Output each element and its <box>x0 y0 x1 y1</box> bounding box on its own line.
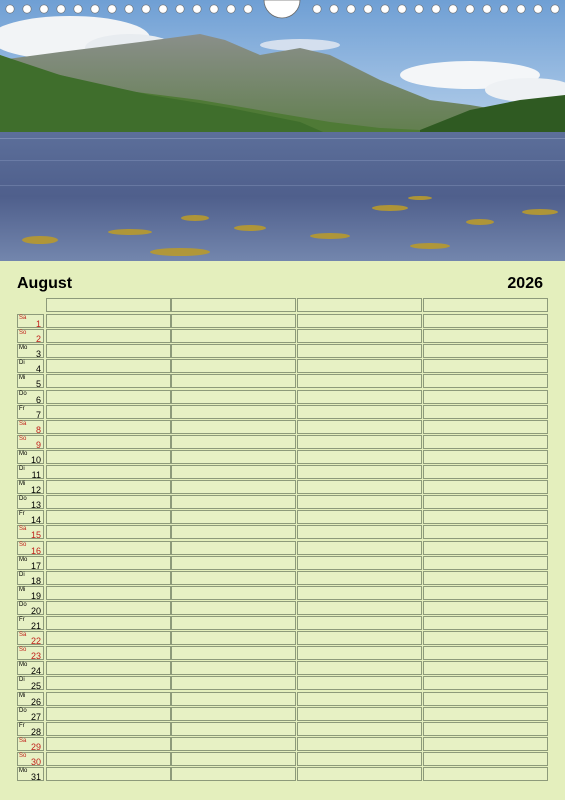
day-number: 19 <box>30 590 41 601</box>
day-number: 26 <box>30 696 41 707</box>
entry-cell[interactable] <box>297 556 422 570</box>
entry-cell[interactable] <box>297 359 422 373</box>
day-label-box <box>17 435 44 449</box>
entry-cell[interactable] <box>46 601 171 615</box>
entry-cell[interactable] <box>46 465 171 479</box>
weekday-label: Di <box>19 677 25 684</box>
entry-cell[interactable] <box>171 465 296 479</box>
binding-hole-icon <box>23 5 31 13</box>
entry-cell[interactable] <box>171 541 296 555</box>
entry-cell[interactable] <box>423 525 548 539</box>
day-row <box>17 525 548 539</box>
binding-hole-icon <box>108 5 116 13</box>
entry-cell[interactable] <box>297 752 422 766</box>
entry-cell[interactable] <box>423 480 548 494</box>
entry-cell[interactable] <box>423 344 548 358</box>
day-row <box>17 556 548 570</box>
entry-cell[interactable] <box>297 525 422 539</box>
entry-cell[interactable] <box>423 601 548 615</box>
entry-cell[interactable] <box>423 737 548 751</box>
day-number: 27 <box>30 711 41 722</box>
binding-hole-icon <box>193 5 201 13</box>
entry-cell[interactable] <box>46 571 171 585</box>
entry-cell[interactable] <box>423 676 548 690</box>
binding-hole-icon <box>449 5 457 13</box>
entry-cell[interactable] <box>423 329 548 343</box>
entry-cell[interactable] <box>423 390 548 404</box>
binding-hole-icon <box>466 5 474 13</box>
day-label-box <box>17 676 44 690</box>
entry-cell[interactable] <box>171 722 296 736</box>
day-number: 23 <box>30 651 41 662</box>
day-row <box>17 586 548 600</box>
landscape-photo <box>0 0 565 261</box>
entry-cell[interactable] <box>171 390 296 404</box>
entry-cell[interactable] <box>297 586 422 600</box>
day-row <box>17 359 548 373</box>
weekday-label: Sa <box>19 737 27 744</box>
day-number: 31 <box>30 772 41 782</box>
weekday-label: Di <box>19 571 25 578</box>
entry-cell[interactable] <box>46 405 171 419</box>
entry-cell[interactable] <box>423 314 548 328</box>
day-label-box <box>17 601 44 615</box>
day-label-box <box>17 571 44 585</box>
entry-cell[interactable] <box>297 344 422 358</box>
entry-cell[interactable] <box>297 722 422 736</box>
weekday-label: Sa <box>19 632 27 639</box>
entry-cell[interactable] <box>46 661 171 675</box>
day-label-box <box>17 314 44 328</box>
day-row <box>17 420 548 434</box>
entry-cell[interactable] <box>171 344 296 358</box>
binding-hole-icon <box>381 5 389 13</box>
weekday-label: Fr <box>19 722 25 729</box>
entry-cell[interactable] <box>423 420 548 434</box>
day-row <box>17 390 548 404</box>
day-row <box>17 737 548 751</box>
day-row <box>17 495 548 509</box>
entry-cell[interactable] <box>423 646 548 660</box>
entry-cell[interactable] <box>423 450 548 464</box>
day-number: 24 <box>30 666 41 677</box>
day-label-box <box>17 646 44 660</box>
entry-cell[interactable] <box>46 374 171 388</box>
entry-cell[interactable] <box>297 616 422 630</box>
entry-cell[interactable] <box>46 480 171 494</box>
day-label-box <box>17 586 44 600</box>
entry-cell[interactable] <box>297 541 422 555</box>
binding-hole-icon <box>534 5 542 13</box>
binding-hole-icon <box>227 5 235 13</box>
column-header-cell[interactable] <box>171 298 296 312</box>
day-number: 6 <box>35 394 41 405</box>
day-label-box <box>17 495 44 509</box>
day-number: 18 <box>30 575 41 586</box>
day-row <box>17 450 548 464</box>
entry-cell[interactable] <box>297 510 422 524</box>
binding-hole-icon <box>398 5 406 13</box>
entry-cell[interactable] <box>171 586 296 600</box>
entry-cell[interactable] <box>46 737 171 751</box>
binding-hole-icon <box>500 5 508 13</box>
entry-cell[interactable] <box>423 405 548 419</box>
entry-cell[interactable] <box>171 601 296 615</box>
year-title: 2026 <box>507 275 543 292</box>
weekday-label: So <box>19 752 27 759</box>
day-number: 20 <box>30 605 41 616</box>
weekday-label: Di <box>19 360 25 367</box>
entry-cell[interactable] <box>423 631 548 645</box>
day-number: 7 <box>35 409 41 420</box>
day-label-box <box>17 631 44 645</box>
binding-hole-icon <box>176 5 184 13</box>
entry-cell[interactable] <box>171 737 296 751</box>
binding-hole-icon <box>142 5 150 13</box>
day-number: 12 <box>30 485 41 496</box>
entry-cell[interactable] <box>423 556 548 570</box>
entry-cell[interactable] <box>46 631 171 645</box>
weekday-label: Sa <box>19 315 27 321</box>
entry-cell[interactable] <box>423 707 548 721</box>
binding-hole-icon <box>313 5 321 13</box>
entry-cell[interactable] <box>297 692 422 706</box>
day-number: 11 <box>31 470 41 480</box>
entry-cell[interactable] <box>171 692 296 706</box>
entry-cell[interactable] <box>297 480 422 494</box>
day-number: 25 <box>30 681 41 692</box>
weekday-label: Do <box>19 496 27 503</box>
entry-cell[interactable] <box>297 314 422 328</box>
entry-cell[interactable] <box>171 767 296 781</box>
day-label-box <box>17 450 44 464</box>
day-number: 4 <box>35 364 41 375</box>
entry-cell[interactable] <box>423 465 548 479</box>
day-number: 14 <box>30 515 41 526</box>
entry-cell[interactable] <box>171 571 296 585</box>
day-number: 16 <box>30 545 41 556</box>
entry-cell[interactable] <box>423 616 548 630</box>
day-number: 17 <box>30 560 41 571</box>
entry-cell[interactable] <box>46 435 171 449</box>
entry-cell[interactable] <box>423 767 548 781</box>
day-row <box>17 631 548 645</box>
entry-cell[interactable] <box>171 676 296 690</box>
entry-cell[interactable] <box>297 450 422 464</box>
binding-hole-icon <box>347 5 355 13</box>
entry-cell[interactable] <box>171 631 296 645</box>
day-row <box>17 541 548 555</box>
entry-cell[interactable] <box>171 405 296 419</box>
entry-cell[interactable] <box>46 752 171 766</box>
day-label-box <box>17 707 44 721</box>
entry-cell[interactable] <box>297 374 422 388</box>
weekday-label: So <box>19 435 27 442</box>
entry-cell[interactable] <box>423 586 548 600</box>
binding-hole-icon <box>517 5 525 13</box>
day-row <box>17 435 548 449</box>
day-number: 1 <box>35 319 41 329</box>
day-number: 2 <box>35 334 41 345</box>
day-row <box>17 405 548 419</box>
day-row <box>17 646 548 660</box>
entry-cell[interactable] <box>297 737 422 751</box>
day-row <box>17 329 548 343</box>
day-label-box <box>17 722 44 736</box>
weekday-label: Mi <box>19 692 26 699</box>
entry-cell[interactable] <box>297 495 422 509</box>
day-label-box <box>17 556 44 570</box>
day-number: 21 <box>30 621 41 631</box>
day-number: 28 <box>30 726 41 737</box>
entry-cell[interactable] <box>46 344 171 358</box>
hanger-notch-icon <box>264 0 300 18</box>
weekday-label: Mo <box>19 450 28 457</box>
entry-cell[interactable] <box>297 676 422 690</box>
weekday-label: Mo <box>19 345 28 352</box>
binding-hole-icon <box>432 5 440 13</box>
day-row <box>17 314 548 328</box>
entry-cell[interactable] <box>46 586 171 600</box>
entry-cell[interactable] <box>171 329 296 343</box>
entry-cell[interactable] <box>297 767 422 781</box>
entry-cell[interactable] <box>171 450 296 464</box>
weekday-label: Mo <box>19 662 28 669</box>
weekday-label: So <box>19 541 27 548</box>
weekday-label: So <box>19 330 27 337</box>
entry-cell[interactable] <box>46 390 171 404</box>
day-row <box>17 722 548 736</box>
entry-cell[interactable] <box>171 616 296 630</box>
entry-cell[interactable] <box>297 646 422 660</box>
entry-cell[interactable] <box>423 435 548 449</box>
entry-cell[interactable] <box>423 510 548 524</box>
day-label-box <box>17 525 44 539</box>
entry-cell[interactable] <box>171 661 296 675</box>
column-header-cell[interactable] <box>297 298 422 312</box>
weekday-label: Do <box>19 601 27 608</box>
day-row <box>17 676 548 690</box>
entry-cell[interactable] <box>297 707 422 721</box>
binding-hole-icon <box>364 5 372 13</box>
day-label-box <box>17 480 44 494</box>
entry-cell[interactable] <box>46 495 171 509</box>
entry-cell[interactable] <box>171 752 296 766</box>
binding-hole-icon <box>210 5 218 13</box>
day-number: 10 <box>30 454 41 465</box>
entry-cell[interactable] <box>423 661 548 675</box>
entry-cell[interactable] <box>46 692 171 706</box>
day-number: 15 <box>30 530 41 541</box>
entry-cell[interactable] <box>171 480 296 494</box>
day-number: 9 <box>35 439 41 450</box>
binding-hole-icon <box>483 5 491 13</box>
entry-cell[interactable] <box>297 420 422 434</box>
weekday-label: Sa <box>19 420 27 427</box>
weekday-label: Fr <box>19 511 25 518</box>
entry-cell[interactable] <box>46 707 171 721</box>
weekday-label: So <box>19 647 27 654</box>
day-label-box <box>17 329 44 343</box>
day-label-box <box>17 405 44 419</box>
column-header-cell[interactable] <box>423 298 548 312</box>
day-row <box>17 752 548 766</box>
entry-cell[interactable] <box>171 510 296 524</box>
entry-cell[interactable] <box>46 616 171 630</box>
weekday-label: Di <box>19 466 25 472</box>
weekday-label: Do <box>19 390 27 397</box>
day-row <box>17 465 548 479</box>
entry-cell[interactable] <box>423 571 548 585</box>
entry-cell[interactable] <box>46 420 171 434</box>
entry-cell[interactable] <box>46 329 171 343</box>
weekday-label: Fr <box>19 405 25 412</box>
entry-cell[interactable] <box>423 359 548 373</box>
entry-cell[interactable] <box>171 420 296 434</box>
day-row <box>17 767 548 781</box>
day-row <box>17 510 548 524</box>
entry-cell[interactable] <box>46 767 171 781</box>
weekday-label: Mo <box>19 556 28 563</box>
entry-cell[interactable] <box>171 359 296 373</box>
entry-cell[interactable] <box>46 525 171 539</box>
entry-cell[interactable] <box>171 525 296 539</box>
entry-cell[interactable] <box>297 661 422 675</box>
day-row <box>17 707 548 721</box>
entry-cell[interactable] <box>46 359 171 373</box>
entry-cell[interactable] <box>297 465 422 479</box>
day-row <box>17 571 548 585</box>
day-label-box <box>17 752 44 766</box>
entry-cell[interactable] <box>171 435 296 449</box>
day-label-box <box>17 692 44 706</box>
weekday-label: Mo <box>19 768 28 774</box>
weekday-label: Mi <box>19 586 26 593</box>
day-number: 29 <box>30 741 41 752</box>
day-label-box <box>17 359 44 373</box>
entry-cell[interactable] <box>46 541 171 555</box>
day-row <box>17 344 548 358</box>
weekday-label: Mi <box>19 375 26 382</box>
weekday-label: Fr <box>19 617 25 623</box>
entry-cell[interactable] <box>297 405 422 419</box>
day-label-box <box>17 344 44 358</box>
entry-cell[interactable] <box>423 495 548 509</box>
day-label-box <box>17 420 44 434</box>
day-label-box <box>17 616 44 630</box>
day-number: 30 <box>30 756 41 767</box>
entry-cell[interactable] <box>46 314 171 328</box>
entry-cell[interactable] <box>297 601 422 615</box>
entry-cell[interactable] <box>171 495 296 509</box>
binding-hole-icon <box>91 5 99 13</box>
entry-cell[interactable] <box>171 314 296 328</box>
entry-cell[interactable] <box>46 556 171 570</box>
entry-cell[interactable] <box>46 450 171 464</box>
binding-hole-icon <box>57 5 65 13</box>
entry-cell[interactable] <box>171 556 296 570</box>
binding-holes <box>0 0 565 24</box>
day-label-box <box>17 541 44 555</box>
weekday-label: Sa <box>19 526 27 533</box>
entry-cell[interactable] <box>171 707 296 721</box>
day-number: 8 <box>35 424 41 435</box>
binding-hole-icon <box>551 5 559 13</box>
day-label-box <box>17 390 44 404</box>
entry-cell[interactable] <box>297 571 422 585</box>
entry-cell[interactable] <box>46 722 171 736</box>
entry-cell[interactable] <box>297 390 422 404</box>
day-number: 5 <box>35 379 41 390</box>
weekday-label: Do <box>19 707 27 714</box>
entry-cell[interactable] <box>297 631 422 645</box>
entry-cell[interactable] <box>46 510 171 524</box>
entry-cell[interactable] <box>297 329 422 343</box>
day-row <box>17 374 548 388</box>
day-number: 13 <box>30 500 41 511</box>
binding-hole-icon <box>6 5 14 13</box>
entry-cell[interactable] <box>423 692 548 706</box>
day-row <box>17 661 548 675</box>
entry-cell[interactable] <box>297 435 422 449</box>
day-row <box>17 616 548 630</box>
day-row <box>17 601 548 615</box>
entry-cell[interactable] <box>423 722 548 736</box>
entry-cell[interactable] <box>423 374 548 388</box>
entry-cell[interactable] <box>423 541 548 555</box>
day-label-box <box>17 465 44 479</box>
binding-hole-icon <box>330 5 338 13</box>
day-label-box <box>17 661 44 675</box>
entry-cell[interactable] <box>46 676 171 690</box>
day-label-box <box>17 374 44 388</box>
binding-hole-icon <box>159 5 167 13</box>
column-header-cell[interactable] <box>46 298 171 312</box>
day-label-box <box>17 737 44 751</box>
entry-cell[interactable] <box>46 646 171 660</box>
day-row <box>17 692 548 706</box>
binding-hole-icon <box>40 5 48 13</box>
binding-hole-icon <box>415 5 423 13</box>
day-number: 22 <box>30 636 41 647</box>
entry-cell[interactable] <box>423 752 548 766</box>
weekday-label: Mi <box>19 481 26 488</box>
day-number: 3 <box>35 349 41 360</box>
month-title: August <box>17 275 73 292</box>
binding-hole-icon <box>125 5 133 13</box>
entry-cell[interactable] <box>171 646 296 660</box>
entry-cell[interactable] <box>171 374 296 388</box>
day-label-box <box>17 767 44 781</box>
binding-hole-icon <box>244 5 252 13</box>
day-label-box <box>17 510 44 524</box>
binding-hole-icon <box>74 5 82 13</box>
day-row <box>17 480 548 494</box>
